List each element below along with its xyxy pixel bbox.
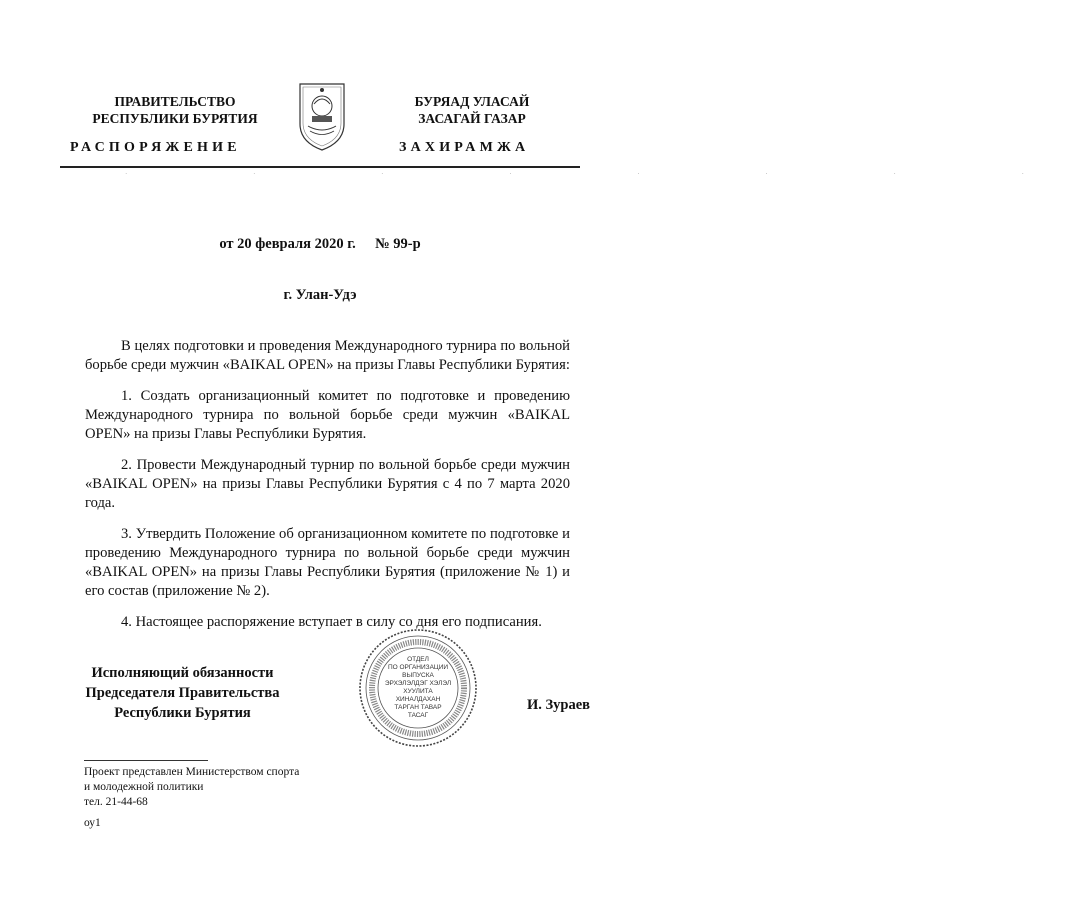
stamp-inner-text <box>380 656 456 720</box>
header-left-line1: ПРАВИТЕЛЬСТВО <box>114 94 236 109</box>
order-date: от 20 февраля 2020 г. <box>219 236 356 252</box>
signatory-name: И. Зураев <box>526 697 590 713</box>
stamp-line: ВЫПУСКА <box>402 672 434 679</box>
stamp-line: ХУУЛИТА <box>403 688 433 695</box>
item-paragraph-1: 1. Создать организационный комитет по подготовке и проведению Международного турнира по вольной борьбе среди мужчин «BAIKAL OPEN» на призы Главы Республики Бурятия. <box>85 388 570 442</box>
signatory-title <box>70 663 295 723</box>
order-city: г. Улан-Удэ <box>283 287 357 303</box>
stamp-line: ХИНАЛДАХАН <box>395 696 441 703</box>
item-paragraph-3: 3. Утвердить Положение об организационном комитете по подготовке и проведению Международного турнира по вольной борьбе среди мужчин «BAIKAL OPEN» на призы Главы Республики Бурятия (приложение № 1) и его состав (приложение № 2). <box>85 526 570 599</box>
signatory-title-line1: Исполняющий обязанности <box>91 665 274 681</box>
order-number: № 99-р <box>375 236 421 252</box>
footer-divider <box>84 760 208 761</box>
footer-line1: Проект представлен Министерством спорта <box>84 766 300 778</box>
header-left-line2: РЕСПУБЛИКИ БУРЯТИЯ <box>92 111 258 126</box>
header-right <box>372 93 572 127</box>
header-right-line1: БУРЯАД УЛАСАЙ <box>414 94 530 109</box>
footer-line2: и молодежной политики <box>84 781 204 793</box>
signatory-title-line3: Республики Бурятия <box>114 705 251 721</box>
header-divider <box>60 166 580 168</box>
coat-of-arms-icon <box>296 74 348 154</box>
header-dots: · · · · · · · · <box>125 170 1086 178</box>
order-date-number <box>0 236 640 253</box>
footer-code: оу1 <box>84 817 101 829</box>
item-paragraph-4: 4. Настоящее распоряжение вступает в силу со дня его подписания. <box>121 614 542 630</box>
official-stamp <box>358 628 478 748</box>
header-right-line2: ЗАСАГАЙ ГАЗАР <box>418 111 526 126</box>
footer-phone: тел. 21-44-68 <box>84 796 148 808</box>
footer-note <box>84 765 384 831</box>
stamp-line: ПО ОРГАНИЗАЦИИ <box>387 664 449 671</box>
stamp-line: ОТДЕЛ <box>407 656 429 663</box>
item-paragraph-2: 2. Провести Международный турнир по вольной борьбе среди мужчин «BAIKAL OPEN» на призы Главы Республики Бурятия с 4 по 7 марта 2020 года. <box>85 457 570 511</box>
intro-paragraph: В целях подготовки и проведения Международного турнира по вольной борьбе среди мужчин «BAIKAL OPEN» на призы Главы Республики Бурятия: <box>85 338 570 373</box>
header-left <box>70 93 280 127</box>
stamp-line: ТАСАГ <box>407 712 429 719</box>
signatory-title-line2: Председателя Правительства <box>85 685 280 701</box>
doc-type-left: РАСПОРЯЖЕНИЕ <box>70 140 241 155</box>
doc-type-right: ЗАХИРАМЖА <box>399 140 530 155</box>
order-body <box>85 337 570 644</box>
stamp-line: ЭРХЭЛЭЛДЭГ ХЭЛЭЛ <box>384 680 452 687</box>
stamp-line: ТАРГАН ТАВАР <box>394 704 442 711</box>
